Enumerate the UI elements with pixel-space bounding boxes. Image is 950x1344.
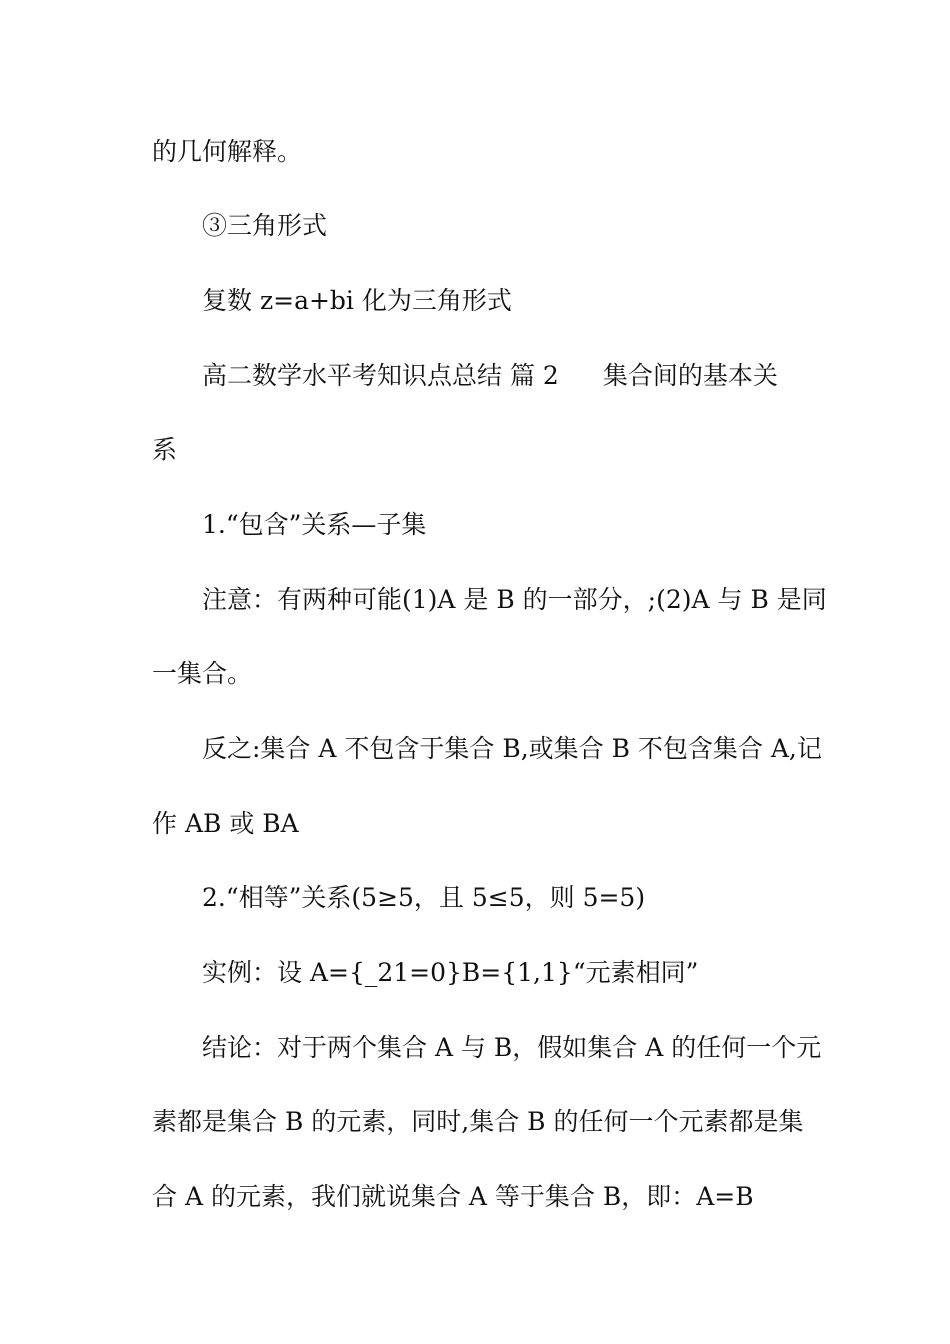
text-line-3 xyxy=(202,281,862,321)
line-text: ③三角形式 xyxy=(202,211,328,240)
text-line-14 xyxy=(152,1102,812,1142)
line-text: 1.“包含”关系—子集 xyxy=(202,510,427,539)
line-text: 素都是集合 B 的元素，同时,集合 B 的任何一个元素都是集 xyxy=(152,1107,804,1136)
text-line-7 xyxy=(202,580,862,620)
text-line-1 xyxy=(152,132,812,172)
text-line-8 xyxy=(152,654,812,694)
line-text: 复数 z=a+bi 化为三角形式 xyxy=(202,286,512,315)
line-text: 作 AB 或 BA xyxy=(152,809,299,838)
line-text: 结论：对于两个集合 A 与 B，假如集合 A 的任何一个元 xyxy=(202,1033,822,1062)
line-text: 反之:集合 A 不包含于集合 B,或集合 B 不包含集合 A,记 xyxy=(202,734,822,763)
section-subtitle: 集合间的基本关 xyxy=(602,361,778,390)
text-line-2 xyxy=(202,206,862,246)
line-text: 一集合。 xyxy=(152,659,253,688)
line-text: 注意：有两种可能(1)A 是 B 的一部分，;(2)A 与 B 是同 xyxy=(202,585,827,614)
text-line-6 xyxy=(202,505,862,545)
line-text: 系 xyxy=(152,435,178,464)
line-text: 合 A 的元素，我们就说集合 A 等于集合 B，即：A=B xyxy=(152,1182,754,1211)
text-line-11 xyxy=(202,878,862,918)
line-text: 的几何解释。 xyxy=(152,137,303,166)
section-title: 高二数学水平考知识点总结 篇 2 xyxy=(202,361,559,390)
section-heading xyxy=(202,356,862,396)
text-line-10 xyxy=(152,804,812,844)
text-line-5 xyxy=(152,430,812,470)
line-text: 2.“相等”关系(5≥5，且 5≤5，则 5=5) xyxy=(202,883,646,912)
line-text: 实例：设 A={_21=0}B={1,1}“元素相同” xyxy=(202,958,699,987)
text-line-12 xyxy=(202,953,862,993)
text-line-9 xyxy=(202,729,862,769)
text-line-13 xyxy=(202,1028,862,1068)
text-line-15 xyxy=(152,1177,812,1217)
